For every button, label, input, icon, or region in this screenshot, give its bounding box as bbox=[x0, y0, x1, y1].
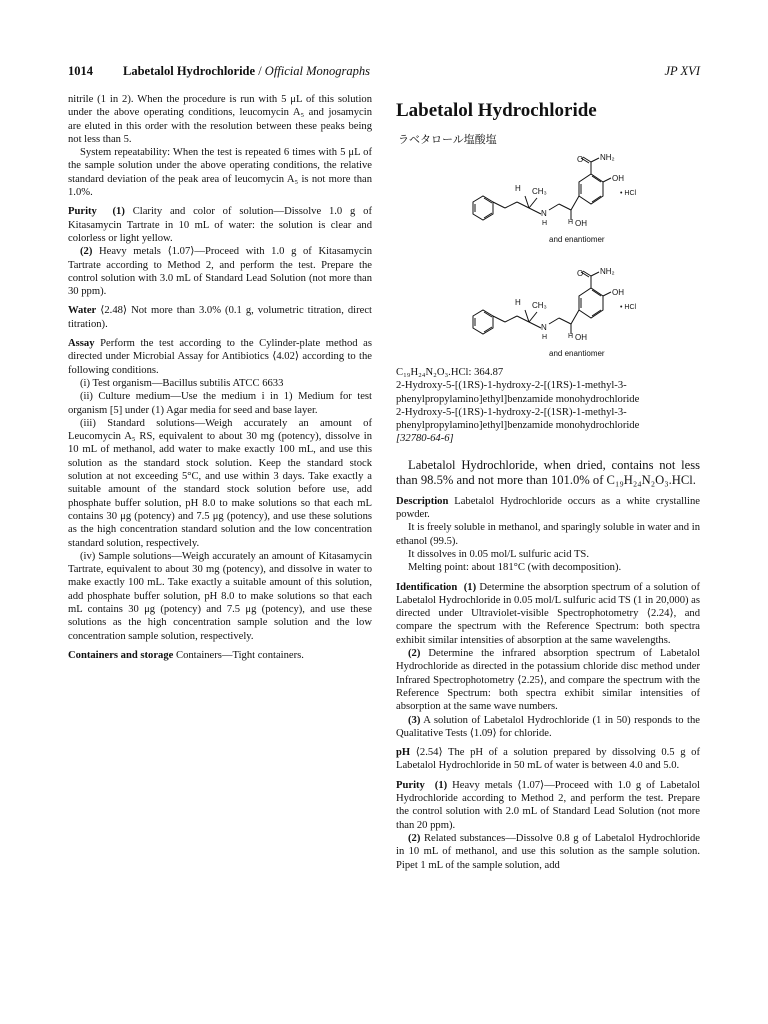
description-section: Description Labetalol Hydrochloride occurs as a white crystalline powder. bbox=[396, 495, 700, 521]
purity-section: Purity (1) Heavy metals ⟨1.07⟩—Proceed with 1.0 g of Labetalol Hydrochloride according to Method 2, and perform the test. Prepare the control solution with 2.0 mL of Standard Lead Solution (not more than 20 ppm). bbox=[396, 779, 700, 831]
paragraph: It dissolves in 0.05 mol/L sulfuric acid TS. bbox=[408, 548, 589, 560]
hydrogen-label: H bbox=[515, 184, 521, 193]
structural-formula-diagram bbox=[455, 266, 655, 361]
left-column bbox=[68, 93, 372, 662]
page-number: 1014 bbox=[68, 64, 93, 78]
nitrogen-label: N bbox=[541, 323, 547, 332]
chemical-name: 2-Hydroxy-5-[(1RS)-1-hydroxy-2-[(1SR)-1-methyl-3-phenylpropylamino]ethyl]benzamide monohydrochloride bbox=[396, 406, 640, 432]
paragraph: (3) A solution of Labetalol Hydrochloride (1 in 50) responds to the Qualitative Tests ⟨1.09⟩ for chloride. bbox=[396, 714, 700, 739]
nitrogen-label: N bbox=[541, 209, 547, 218]
hcl-label: • HCl bbox=[620, 190, 637, 197]
nh-hydrogen-label: H bbox=[542, 220, 548, 227]
paragraph: (iv) Sample solutions—Weigh accurately an amount of Kitasamycin Tartrate, equivalent to about 30 mg (potency), and dissolve in water to make exactly 100 mL. Take exactly a suitable amount of this solution, add phosphate buffer solution, pH 8.0 to make solutions so that each mL contains 30 μg (potency) and 7.5 μg (potency), and use these solutions as the high concentration sample solution and the low concentration sample solution, respectively. bbox=[68, 550, 372, 642]
amine-label: NH₂ bbox=[600, 267, 615, 276]
nh-hydrogen-label: H bbox=[542, 334, 548, 341]
methyl-label: CH₃ bbox=[532, 301, 547, 310]
side-hydroxyl-label: OH bbox=[575, 333, 587, 342]
paragraph: (2) Determine the infrared absorption spectrum of Labetalol Hydrochloride as directed in the potassium chloride disc method under Infrared Spectrophotometry ⟨2.25⟩, and compare the spectrum with the Reference Spectrum: both spectra exhibit similar intensities of absorption at the same wave numbers. bbox=[396, 648, 700, 713]
paragraph: nitrile (1 in 2). When the procedure is run with 5 μL of this solution under the above operating conditions, leucomycin A₅ and josamycin are eluted in this order with the resolution between these peaks being not less than 5. bbox=[68, 94, 372, 145]
paragraph: Melting point: about 181°C (with decomposition). bbox=[408, 562, 622, 574]
right-column bbox=[396, 366, 700, 872]
japanese-name: ラベタロール塩酸塩 bbox=[398, 133, 497, 146]
page-header bbox=[68, 64, 700, 82]
purity-section: Purity (1) Clarity and color of solution—Dissolve 1.0 g of Kitasamycin Tartrate in 10 mL of water: the solution is clear and colorless or light yellow. bbox=[68, 206, 372, 244]
running-title: Labetalol Hydrochloride / Official Monographs bbox=[123, 64, 371, 78]
water-section: Water ⟨2.48⟩ Not more than 3.0% (0.1 g, volumetric titration, direct titration). bbox=[68, 305, 372, 330]
identification-section: Identification (1) Determine the absorption spectrum of a solution of Labetalol Hydrochloride in 0.05 mol/L sulfuric acid TS (1 in 20,000) as directed under Ultraviolet-visible Spectrophotometry ⟨2.24⟩, and compare the spectrum with the Reference Spectrum: both spectra exhibit similar intensities of absorption at the same wavelengths. bbox=[396, 581, 700, 646]
content-statement: Labetalol Hydrochloride, when dried, contains not less than 98.5% and not more than 101.0% of C₁₉H₂₄N₂O₃.HCl. bbox=[396, 457, 700, 488]
paragraph: It is freely soluble in methanol, and sparingly soluble in water and in ethanol (99.5). bbox=[396, 522, 700, 547]
molecular-formula: C₁₉H₂₄N₂O₃.HCl: 364.87 bbox=[396, 367, 504, 378]
cas-number: [32780-64-6] bbox=[396, 433, 454, 445]
paragraph: (2) Heavy metals ⟨1.07⟩—Proceed with 1.0 g of Kitasamycin Tartrate according to Method 2, and perform the test. Prepare the control solution with 3.0 mL of Standard Lead Solution (not more than 30 ppm). bbox=[68, 246, 372, 298]
paragraph: (iii) Standard solutions—Weigh accurately an amount of Leucomycin A₅ RS, equivalent to about 30 mg (potency), dissolve in 10 mL of methanol, add water to make exactly 100 mL, and use this solution as the standard stock solution. Keep the standard stock solution at not exceeding 5°C, and use within 3 days. Take exactly a suitable amount of the standard stock solution before use, add phosphate buffer solution, pH 8.0 to make solutions so that each mL contains 30 μg (potency) and 7.5 μg (potency), and use these solutions as the high concentration standard solution and the low concentration standard solution, respectively. bbox=[68, 417, 372, 549]
paragraph: System repeatability: When the test is repeated 6 times with 5 μL of the sample solution under the above operating conditions, the relative standard deviation of the peak area of leucomycin A₅ is not more than 1.0%. bbox=[68, 147, 372, 199]
chemical-name: 2-Hydroxy-5-[(1RS)-1-hydroxy-2-[(1RS)-1-methyl-3-phenylpropylamino]ethyl]benzamide monohydrochloride bbox=[396, 380, 640, 405]
ph-section: pH ⟨2.54⟩ The pH of a solution prepared by dissolving 0.5 g of Labetalol Hydrochloride in 50 mL of water is between 4.0 and 5.0. bbox=[396, 747, 700, 772]
side-hydrogen-label: H bbox=[568, 219, 574, 226]
amine-label: NH₂ bbox=[600, 153, 615, 162]
amide-oxygen-label: O bbox=[577, 155, 584, 164]
enantiomer-caption: and enantiomer bbox=[549, 235, 605, 244]
containers-section: Containers and storage Containers—Tight containers. bbox=[68, 649, 304, 661]
hcl-label: • HCl bbox=[620, 304, 637, 311]
assay-section: Assay Perform the test according to the Cylinder-plate method as directed under Microbial Assay for Antibiotics ⟨4.02⟩ according to the following conditions. bbox=[68, 338, 372, 376]
enantiomer-caption: and enantiomer bbox=[549, 349, 605, 358]
methyl-label: CH₃ bbox=[532, 187, 547, 196]
structural-formula-diagram bbox=[455, 152, 655, 247]
hydroxyl-label: OH bbox=[612, 288, 624, 297]
paragraph: (2) Related substances—Dissolve 0.8 g of Labetalol Hydrochloride in 10 mL of methanol, and use this solution as the sample solution. Pipet 1 mL of the sample solution, add bbox=[396, 832, 700, 871]
edition-label: JP XVI bbox=[664, 64, 700, 78]
paragraph: (i) Test organism—Bacillus subtilis ATCC 6633 bbox=[80, 377, 284, 389]
hydrogen-label: H bbox=[515, 298, 521, 307]
side-hydroxyl-label: OH bbox=[575, 219, 587, 228]
hydroxyl-label: OH bbox=[612, 174, 624, 183]
side-hydrogen-label: H bbox=[568, 333, 574, 340]
paragraph: (ii) Culture medium—Use the medium i in 1) Medium for test organism [5] under (1) Agar media for seed and base layer. bbox=[68, 391, 372, 416]
monograph-title: Labetalol Hydrochloride bbox=[396, 100, 597, 121]
amide-oxygen-label: O bbox=[577, 269, 584, 278]
